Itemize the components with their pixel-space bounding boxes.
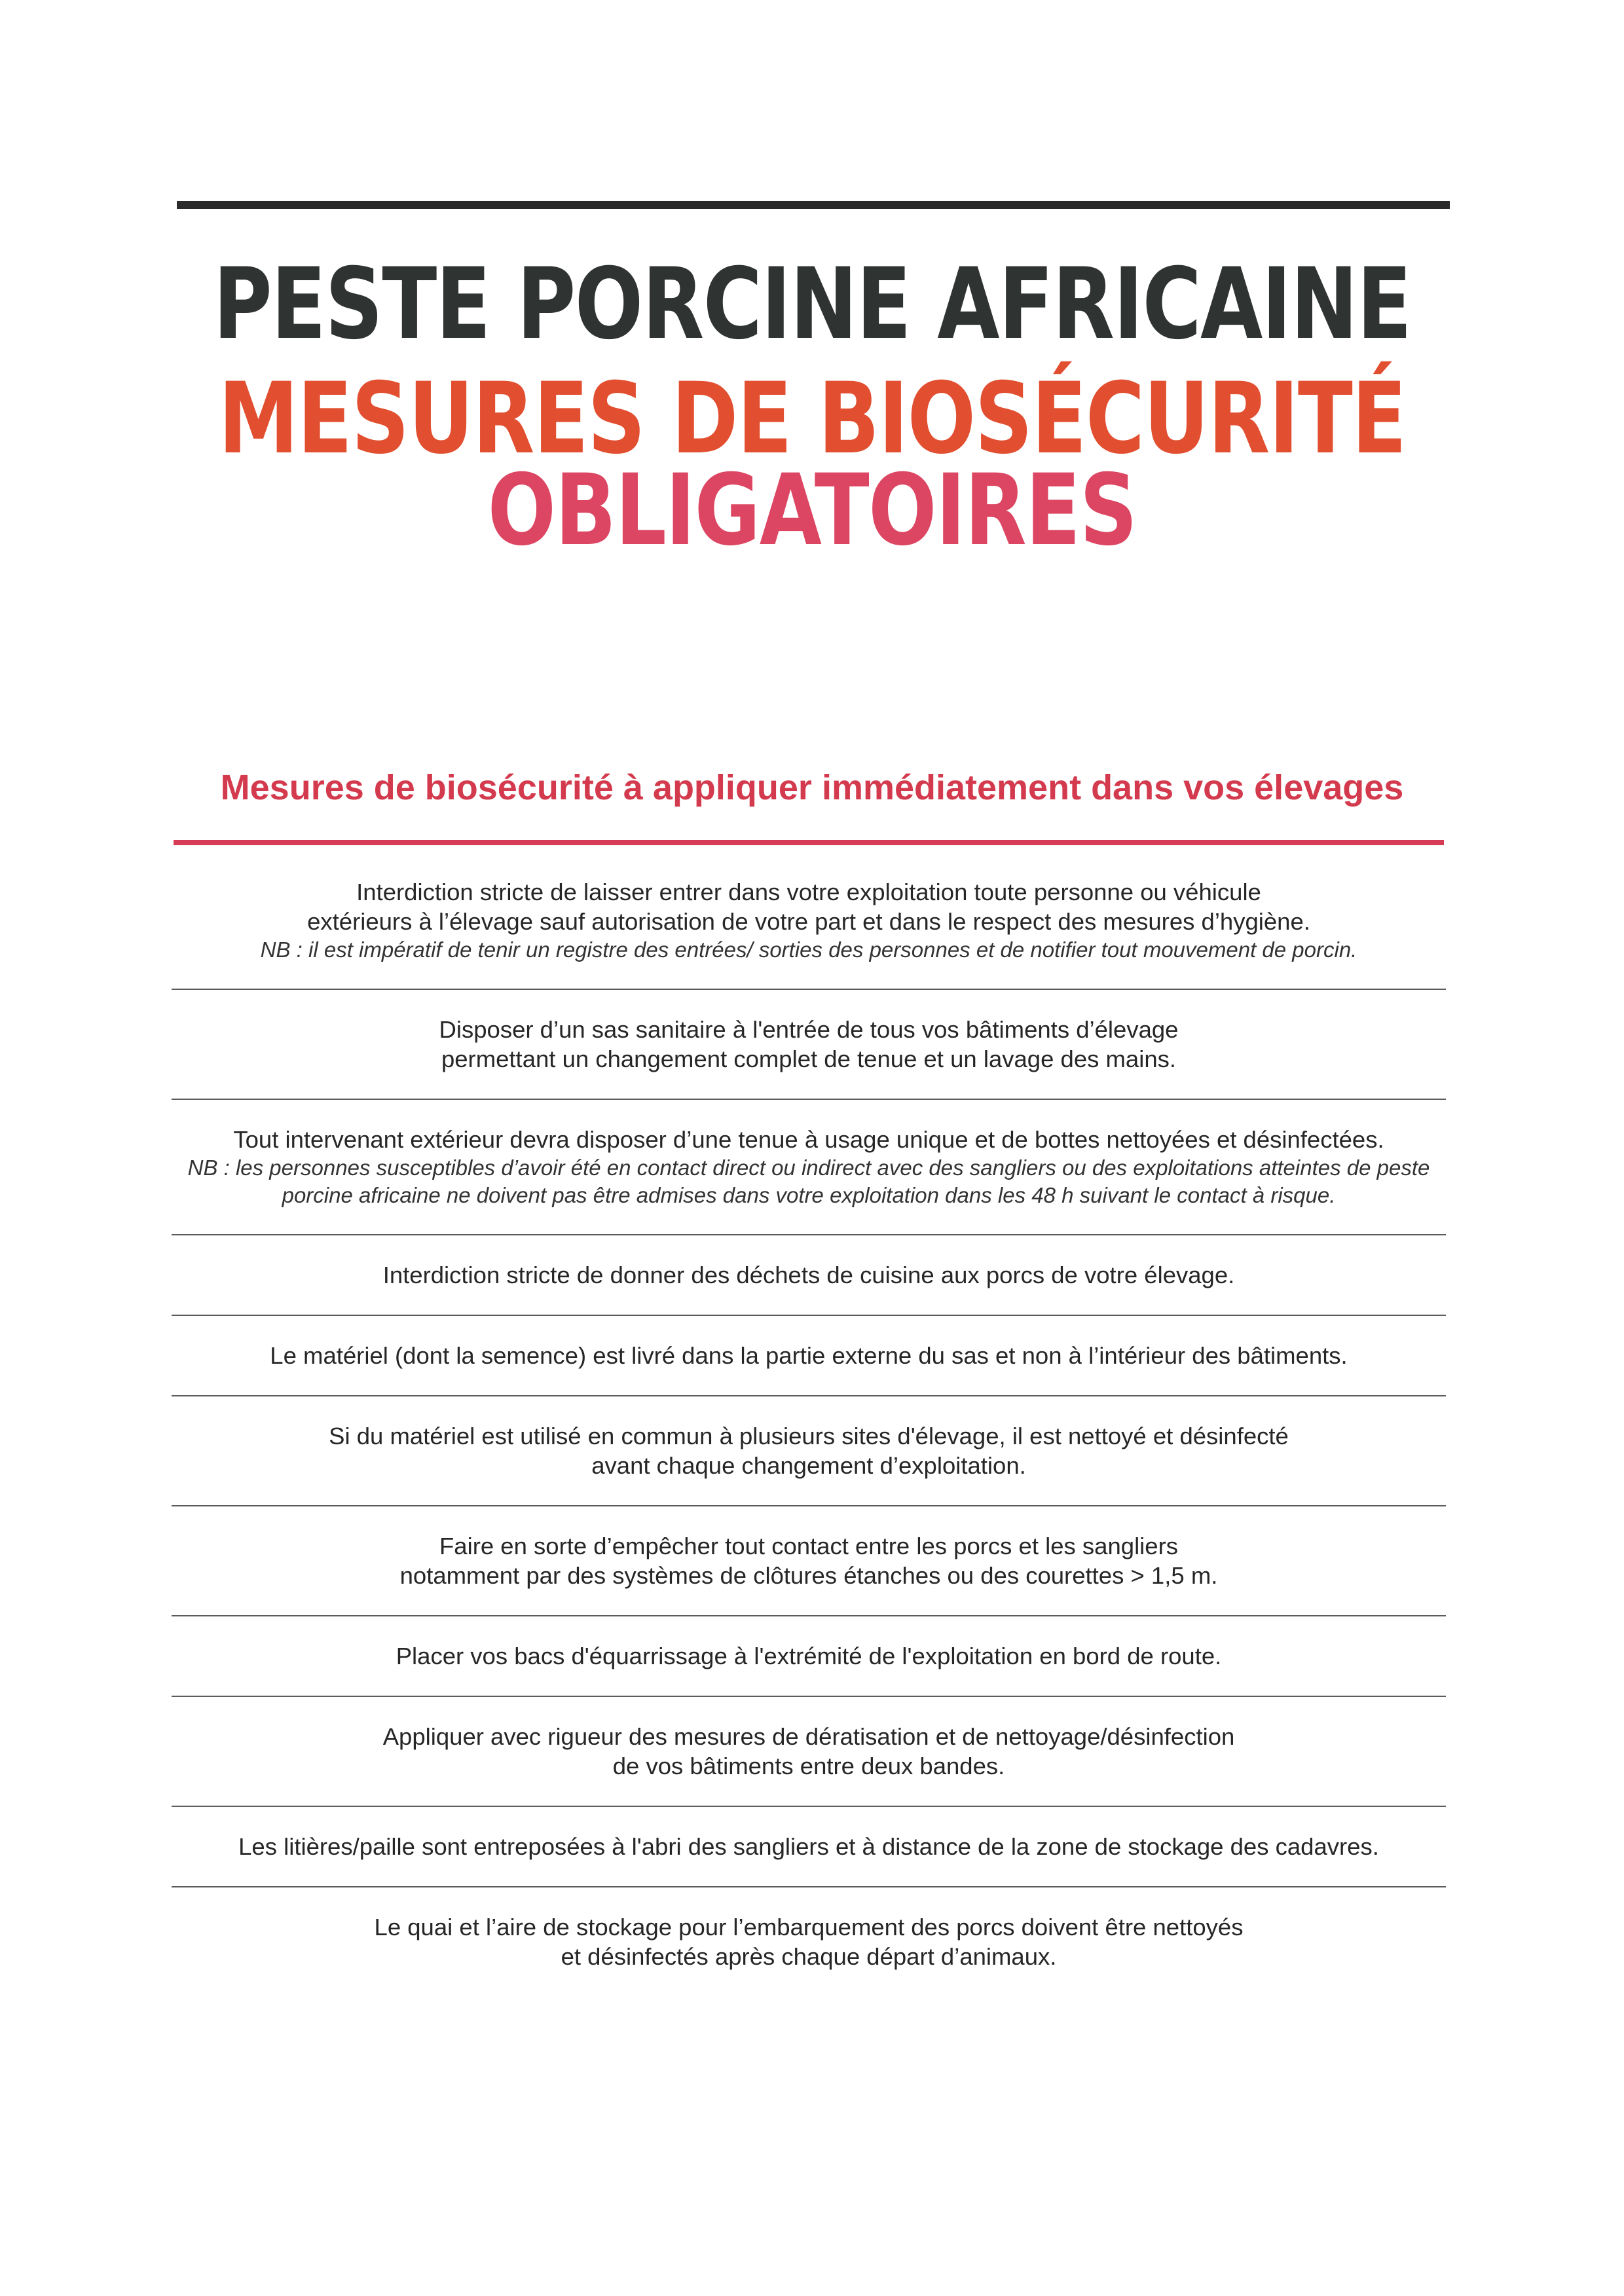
measure-text: Le matériel (dont la semence) est livré dans la partie externe du sas et non à l’intérieur des bâtiments. xyxy=(270,1342,1348,1369)
top-divider xyxy=(177,201,1450,209)
measure-item xyxy=(172,877,1446,990)
measure-text: notamment par des systèmes de clôtures étanches ou des courettes > 1,5 m. xyxy=(399,1562,1218,1589)
measure-text: Interdiction stricte de laisser entrer dans votre exploitation toute personne ou véhicule xyxy=(356,879,1261,905)
measure-item xyxy=(172,1531,1446,1616)
measure-text: de vos bâtiments entre deux bandes. xyxy=(612,1753,1005,1779)
measure-item xyxy=(172,1125,1446,1235)
measure-item xyxy=(172,1722,1446,1807)
measure-note: NB : il est impératif de tenir un registre des entrées/ sorties des personnes et de notifier tout mouvement de porcin. xyxy=(260,938,1357,962)
measure-note: porcine africaine ne doivent pas être admises dans votre exploitation dans les 48 h suivant le contact à risque. xyxy=(282,1183,1336,1207)
measure-item xyxy=(172,1260,1446,1316)
measure-text: Tout intervenant extérieur devra disposer d’une tenue à usage unique et de bottes nettoyées et désinfectées. xyxy=(233,1126,1384,1153)
measure-text: Faire en sorte d’empêcher tout contact entre les porcs et les sangliers xyxy=(439,1533,1178,1559)
measure-item xyxy=(172,1912,1446,1996)
title-line-1: PESTE PORCINE AFRICAINE xyxy=(213,247,1411,361)
measure-item xyxy=(172,1015,1446,1100)
measure-text: Les litières/paille sont entreposées à l'abri des sangliers et à distance de la zone de stockage des cadavres. xyxy=(238,1833,1379,1860)
measure-item xyxy=(172,1341,1446,1396)
section-heading: Mesures de biosécurité à appliquer immédiatement dans vos élevages xyxy=(220,768,1404,807)
measure-text: Disposer d’un sas sanitaire à l'entrée de tous vos bâtiments d’élevage xyxy=(439,1016,1179,1043)
measure-text: permettant un changement complet de tenue et un lavage des mains. xyxy=(441,1046,1177,1072)
measure-text: avant chaque changement d’exploitation. xyxy=(591,1452,1026,1479)
title-line-3: OBLIGATOIRES xyxy=(487,454,1137,568)
measure-text: Placer vos bacs d'équarrissage à l'extrémité de l'exploitation en bord de route. xyxy=(396,1643,1222,1669)
measure-text: et désinfectés après chaque départ d’animaux. xyxy=(561,1943,1057,1970)
measure-item xyxy=(172,1832,1446,1887)
section-divider xyxy=(174,840,1444,845)
measure-item xyxy=(172,1641,1446,1697)
measure-text: Si du matériel est utilisé en commun à plusieurs sites d'élevage, il est nettoyé et désinfecté xyxy=(329,1423,1289,1449)
measure-note: NB : les personnes susceptibles d’avoir été en contact direct ou indirect avec des sangliers ou des exploitations atteintes de peste xyxy=(187,1156,1430,1180)
measure-item xyxy=(172,1421,1446,1506)
measure-text: Appliquer avec rigueur des mesures de dératisation et de nettoyage/désinfection xyxy=(382,1723,1235,1750)
measure-text: extérieurs à l’élevage sauf autorisation de votre part et dans le respect des mesures d’hygiène. xyxy=(307,908,1310,935)
measure-text: Le quai et l’aire de stockage pour l’embarquement des porcs doivent être nettoyés xyxy=(374,1914,1244,1941)
title-line-2: MESURES DE BIOSÉCURITÉ xyxy=(218,362,1406,476)
measure-text: Interdiction stricte de donner des déchets de cuisine aux porcs de votre élevage. xyxy=(382,1262,1235,1288)
measures-list xyxy=(172,877,1446,2021)
